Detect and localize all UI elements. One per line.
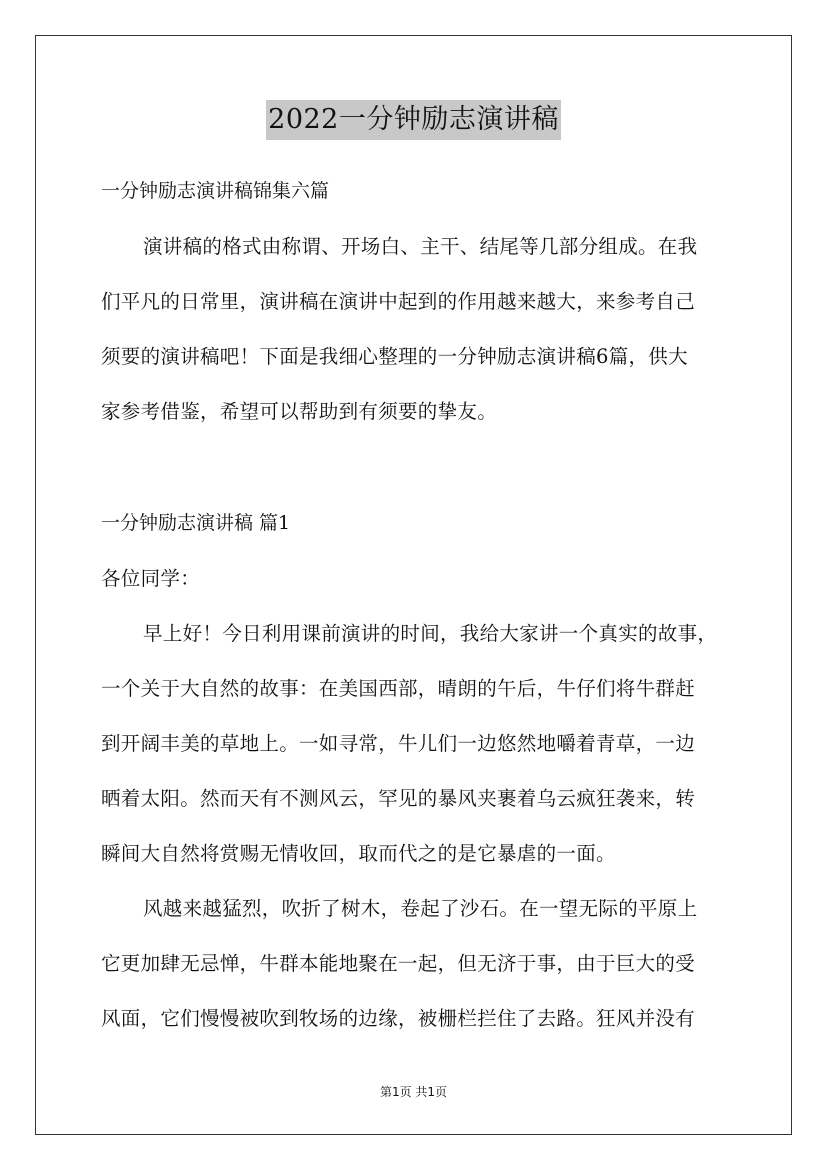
page-footer	[0, 1083, 827, 1100]
salutation: 各位同学：	[101, 567, 201, 590]
document-body	[101, 164, 726, 1046]
intro-line: 须要的演讲稿吧！下面是我细心整理的一分钟励志演讲稿6篇，供大	[101, 345, 688, 368]
paragraph-line: 晒着太阳。然而天有不测风云，罕见的暴风夹裹着乌云疯狂袭来，转	[101, 787, 696, 810]
paragraph-line: 早上好！今日利用课前演讲的时间，我给大家讲一个真实的故事，	[143, 622, 718, 645]
paragraph-gap	[101, 439, 726, 496]
document-title: 2022一分钟励志演讲稿	[266, 100, 561, 140]
paragraph-line: 一个关于大自然的故事：在美国西部，晴朗的午后，牛仔们将牛群赶	[101, 677, 696, 700]
page-number: 第1页 共1页	[379, 1085, 448, 1099]
paragraph-line: 风越来越猛烈，吹折了树木，卷起了沙石。在一望无际的平原上	[143, 897, 698, 920]
section-heading: 一分钟励志演讲稿 篇1	[101, 512, 291, 534]
document-title-container	[0, 100, 827, 140]
paragraph-line: 它更加肆无忌惮，牛群本能地聚在一起，但无济于事，由于巨大的受	[101, 952, 696, 975]
paragraph-line: 到开阔丰美的草地上。一如寻常，牛儿们一边悠然地嚼着青草，一边	[101, 732, 696, 755]
document-subtitle: 一分钟励志演讲稿锦集六篇	[101, 180, 330, 202]
intro-line: 演讲稿的格式由称谓、开场白、主干、结尾等几部分组成。在我	[143, 235, 698, 258]
intro-line: 们平凡的日常里，演讲稿在演讲中起到的作用越来越大，来参考自己	[101, 290, 696, 313]
paragraph-line: 风面，它们慢慢被吹到牧场的边缘，被栅栏拦住了去路。狂风并没有	[101, 1007, 696, 1030]
intro-line: 家参考借鉴，希望可以帮助到有须要的挚友。	[101, 400, 498, 423]
paragraph-line: 瞬间大自然将赏赐无情收回，取而代之的是它暴虐的一面。	[101, 842, 616, 865]
